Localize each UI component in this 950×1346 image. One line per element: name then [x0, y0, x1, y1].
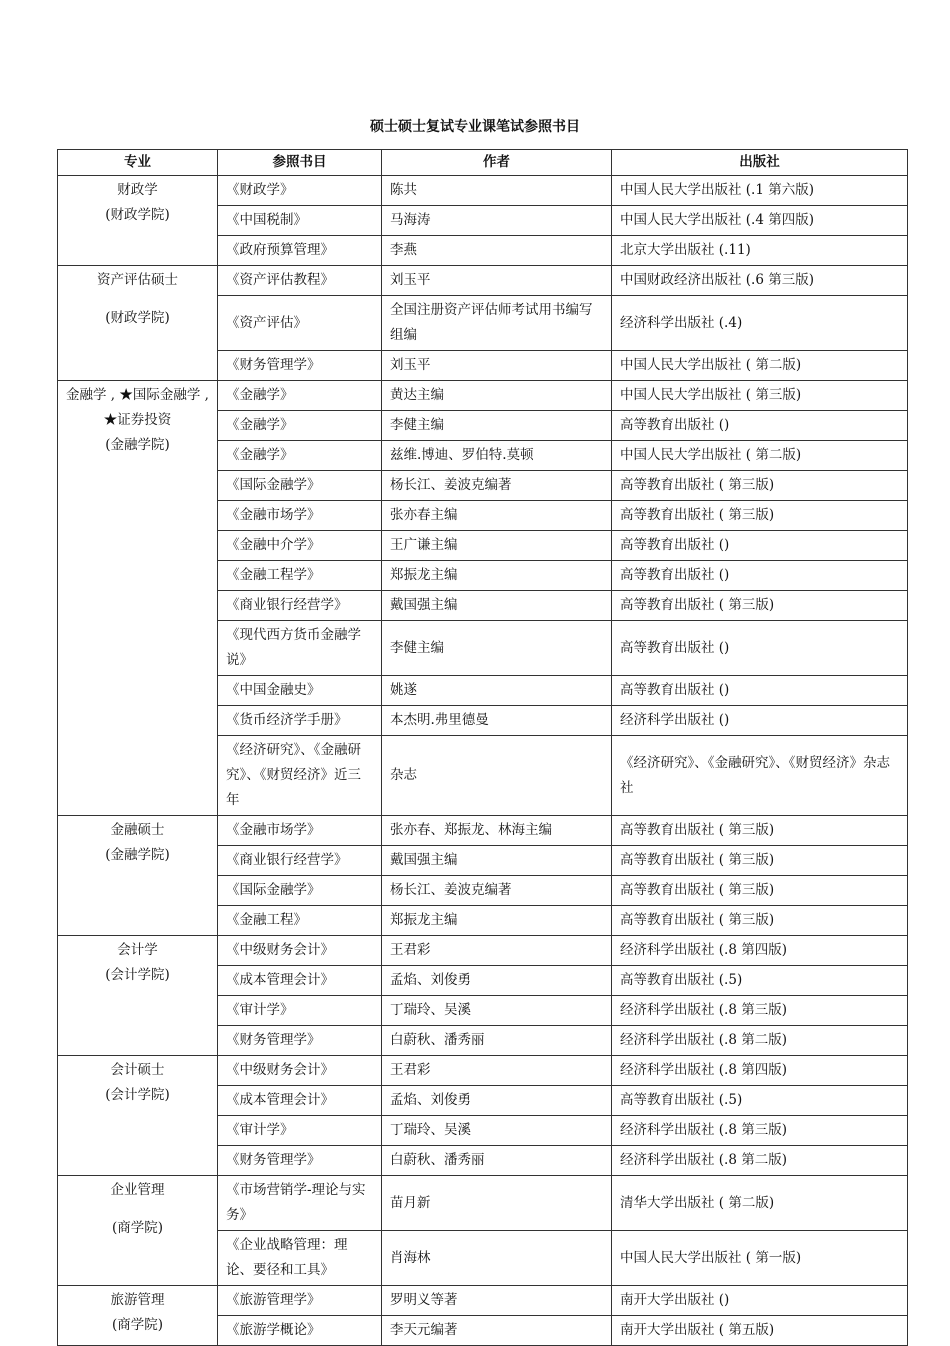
book-cell: 《审计学》 [218, 1116, 382, 1146]
author-cell: 张亦春主编 [382, 501, 612, 531]
publisher-cell: 经济科学出版社 (.8 第四版) [612, 936, 908, 966]
table-body [58, 176, 908, 1346]
publisher-cell: 高等教育出版社 () [612, 531, 908, 561]
publisher-cell: 清华大学出版社 ( 第二版) [612, 1176, 908, 1231]
publisher-cell: 经济科学出版社 (.8 第三版) [612, 1116, 908, 1146]
publisher-cell: 高等教育出版社 (.5) [612, 966, 908, 996]
book-cell: 《旅游管理学》 [218, 1286, 382, 1316]
table-row [58, 381, 908, 411]
author-cell: 孟焰、刘俊勇 [382, 1086, 612, 1116]
major-line: (会计学院) [105, 967, 170, 983]
book-cell: 《市场营销学-理论与实务》 [218, 1176, 382, 1231]
author-cell: 白蔚秋、潘秀丽 [382, 1026, 612, 1056]
publisher-cell: 中国人民大学出版社 (.1 第六版) [612, 176, 908, 206]
table-row [58, 1286, 908, 1316]
book-cell: 《国际金融学》 [218, 876, 382, 906]
author-cell: 全国注册资产评估师考试用书编写组编 [382, 296, 612, 351]
book-cell: 《现代西方货币金融学说》 [218, 621, 382, 676]
table-row [58, 1056, 908, 1086]
book-cell: 《财务管理学》 [218, 351, 382, 381]
major-line: (金融学院) [105, 437, 170, 453]
publisher-cell: 北京大学出版社 (.11) [612, 236, 908, 266]
major-line: 财政学 [117, 182, 158, 198]
book-cell: 《财政学》 [218, 176, 382, 206]
major-line: 金融学 , ★国际金融学 , ★证券投资 [66, 387, 209, 428]
author-cell: 杂志 [382, 736, 612, 816]
author-cell: 姚遂 [382, 676, 612, 706]
major-spacer [62, 293, 213, 306]
major-line: 资产评估硕士 [97, 272, 178, 288]
major-line: (金融学院) [105, 847, 170, 863]
major-line: 金融硕士 [110, 822, 165, 838]
publisher-cell: 高等教育出版社 ( 第三版) [612, 846, 908, 876]
book-cell: 《财务管理学》 [218, 1026, 382, 1056]
author-cell: 杨长江、姜波克编著 [382, 876, 612, 906]
author-cell: 郑振龙主编 [382, 906, 612, 936]
author-cell: 黄达主编 [382, 381, 612, 411]
major-line: 会计硕士 [110, 1062, 165, 1078]
book-cell: 《金融市场学》 [218, 816, 382, 846]
major-spacer [62, 1203, 213, 1216]
major-line: 会计学 [117, 942, 158, 958]
publisher-cell: 经济科学出版社 (.8 第二版) [612, 1146, 908, 1176]
author-cell: 李健主编 [382, 621, 612, 676]
author-cell: 丁瑞玲、吴溪 [382, 996, 612, 1026]
header-major: 专业 [58, 150, 218, 176]
publisher-cell: 南开大学出版社 () [612, 1286, 908, 1316]
major-line: (会计学院) [105, 1087, 170, 1103]
publisher-cell: 中国人民大学出版社 ( 第三版) [612, 381, 908, 411]
author-cell: 李天元编著 [382, 1316, 612, 1346]
major-cell [58, 176, 218, 266]
author-cell: 张亦春、郑振龙、林海主编 [382, 816, 612, 846]
author-cell: 陈共 [382, 176, 612, 206]
book-cell: 《财务管理学》 [218, 1146, 382, 1176]
author-cell: 郑振龙主编 [382, 561, 612, 591]
table-row [58, 816, 908, 846]
book-cell: 《审计学》 [218, 996, 382, 1026]
publisher-cell: 高等教育出版社 ( 第三版) [612, 591, 908, 621]
book-cell: 《资产评估教程》 [218, 266, 382, 296]
publisher-cell: 中国人民大学出版社 ( 第二版) [612, 441, 908, 471]
book-cell: 《金融学》 [218, 411, 382, 441]
book-cell: 《成本管理会计》 [218, 966, 382, 996]
major-cell [58, 1176, 218, 1286]
author-cell: 肖海林 [382, 1231, 612, 1286]
major-cell [58, 1056, 218, 1176]
book-cell: 《中国金融史》 [218, 676, 382, 706]
author-cell: 丁瑞玲、吴溪 [382, 1116, 612, 1146]
author-cell: 罗明义等著 [382, 1286, 612, 1316]
publisher-cell: 经济科学出版社 (.4) [612, 296, 908, 351]
publisher-cell: 南开大学出版社 ( 第五版) [612, 1316, 908, 1346]
book-cell: 《金融中介学》 [218, 531, 382, 561]
book-cell: 《中国税制》 [218, 206, 382, 236]
author-cell: 本杰明.弗里德曼 [382, 706, 612, 736]
publisher-cell: 《经济研究》、《金融研究》、《财贸经济》杂志社 [612, 736, 908, 816]
publisher-cell: 高等教育出版社 ( 第三版) [612, 906, 908, 936]
table-row [58, 936, 908, 966]
major-line: (商学院) [111, 1317, 164, 1333]
book-cell: 《资产评估》 [218, 296, 382, 351]
author-cell: 孟焰、刘俊勇 [382, 966, 612, 996]
book-cell: 《经济研究》、《金融研究》、《财贸经济》近三年 [218, 736, 382, 816]
reference-book-table [57, 149, 908, 1346]
author-cell: 马海涛 [382, 206, 612, 236]
author-cell: 王君彩 [382, 1056, 612, 1086]
author-cell: 戴国强主编 [382, 846, 612, 876]
publisher-cell: 中国人民大学出版社 ( 第一版) [612, 1231, 908, 1286]
publisher-cell: 高等教育出版社 () [612, 621, 908, 676]
book-cell: 《中级财务会计》 [218, 1056, 382, 1086]
book-cell: 《商业银行经营学》 [218, 591, 382, 621]
author-cell: 刘玉平 [382, 266, 612, 296]
publisher-cell: 中国人民大学出版社 (.4 第四版) [612, 206, 908, 236]
book-cell: 《成本管理会计》 [218, 1086, 382, 1116]
author-cell: 白蔚秋、潘秀丽 [382, 1146, 612, 1176]
publisher-cell: 经济科学出版社 (.8 第三版) [612, 996, 908, 1026]
major-line: (财政学院) [105, 310, 170, 326]
header-book: 参照书目 [218, 150, 382, 176]
book-cell: 《商业银行经营学》 [218, 846, 382, 876]
book-cell: 《金融学》 [218, 381, 382, 411]
publisher-cell: 高等教育出版社 ( 第三版) [612, 876, 908, 906]
publisher-cell: 高等教育出版社 () [612, 676, 908, 706]
major-line: 旅游管理 [110, 1292, 165, 1308]
table-row [58, 1176, 908, 1231]
author-cell: 苗月新 [382, 1176, 612, 1231]
book-cell: 《企业战略管理：理论、要径和工具》 [218, 1231, 382, 1286]
table-row [58, 266, 908, 296]
author-cell: 李健主编 [382, 411, 612, 441]
publisher-cell: 经济科学出版社 (.8 第四版) [612, 1056, 908, 1086]
publisher-cell: 高等教育出版社 ( 第三版) [612, 501, 908, 531]
page-title: 硕士硕士复试专业课笔试参照书目 [370, 119, 580, 135]
publisher-cell: 中国财政经济出版社 (.6 第三版) [612, 266, 908, 296]
major-cell [58, 816, 218, 936]
publisher-cell: 经济科学出版社 (.8 第二版) [612, 1026, 908, 1056]
publisher-cell: 高等教育出版社 () [612, 561, 908, 591]
publisher-cell: 高等教育出版社 ( 第三版) [612, 816, 908, 846]
publisher-cell: 高等教育出版社 ( 第三版) [612, 471, 908, 501]
book-cell: 《中级财务会计》 [218, 936, 382, 966]
table-row [58, 176, 908, 206]
book-cell: 《货币经济学手册》 [218, 706, 382, 736]
author-cell: 刘玉平 [382, 351, 612, 381]
publisher-cell: 中国人民大学出版社 ( 第二版) [612, 351, 908, 381]
book-cell: 《金融工程学》 [218, 561, 382, 591]
major-cell [58, 381, 218, 816]
header-author: 作者 [382, 150, 612, 176]
major-cell [58, 266, 218, 381]
publisher-cell: 高等教育出版社 () [612, 411, 908, 441]
major-cell [58, 1286, 218, 1346]
major-line: (商学院) [111, 1220, 164, 1236]
book-cell: 《金融工程》 [218, 906, 382, 936]
book-cell: 《金融市场学》 [218, 501, 382, 531]
author-cell: 李燕 [382, 236, 612, 266]
major-line: (财政学院) [105, 207, 170, 223]
book-cell: 《政府预算管理》 [218, 236, 382, 266]
major-cell [58, 936, 218, 1056]
author-cell: 王广谦主编 [382, 531, 612, 561]
publisher-cell: 经济科学出版社 () [612, 706, 908, 736]
header-publisher: 出版社 [612, 150, 908, 176]
author-cell: 杨长江、姜波克编著 [382, 471, 612, 501]
book-cell: 《国际金融学》 [218, 471, 382, 501]
table-header-row [58, 150, 908, 176]
publisher-cell: 高等教育出版社 (.5) [612, 1086, 908, 1116]
book-cell: 《旅游学概论》 [218, 1316, 382, 1346]
major-line: 企业管理 [110, 1182, 165, 1198]
author-cell: 戴国强主编 [382, 591, 612, 621]
book-cell: 《金融学》 [218, 441, 382, 471]
author-cell: 王君彩 [382, 936, 612, 966]
author-cell: 兹维.博迪、罗伯特.莫顿 [382, 441, 612, 471]
